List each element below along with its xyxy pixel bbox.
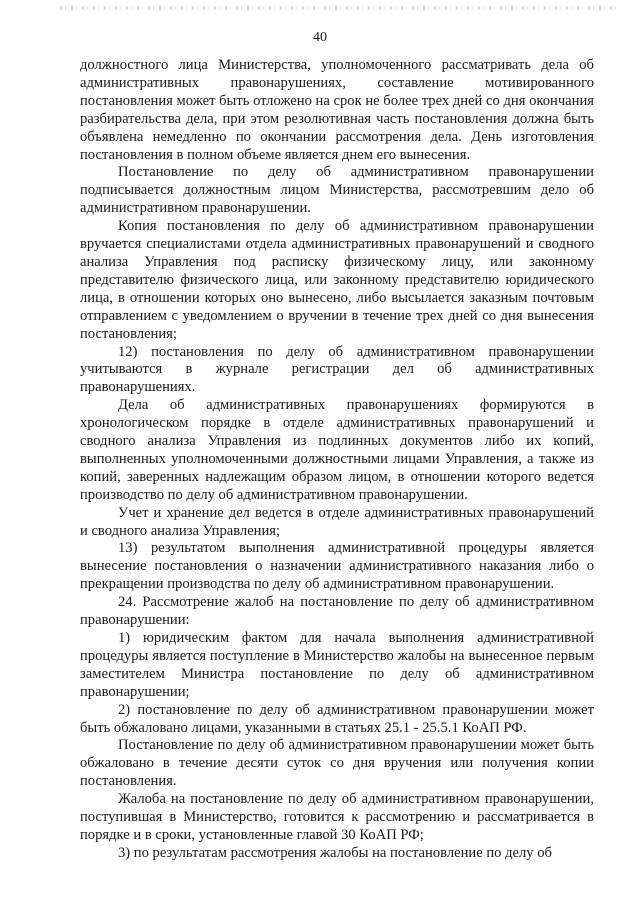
paragraph-signing: Постановление по делу об административном правонарушении подписывается должностным лицом Министерства, рассмотревшим дело об административном правонарушении. [80,164,594,217]
paragraph-copy-delivery: Копия постановления по делу об административном правонарушении вручается специалистами отдела административных правонарушений и сводного анализа Управления под расписку физическому лицу, или законному представителю физического лица, или законному представителю юридического лица, в отношении которых оно вынесено, либо высылается заказным почтовым отправлением с уведомлением о вручении в течение трех дней со дня вынесения постановления; [80,218,594,342]
paragraph-complaint: Жалоба на постановление по делу об административном правонарушении, поступившая в Министерство, готовится к рассмотрению и рассматривается в порядке и в сроки, установленные главой 30 КоАП РФ; [80,791,594,843]
paragraph-item-1: 1) юридическим фактом для начала выполнения административной процедуры является поступление в Министерство жалобы на вынесенное первым заместителем Министра постановление по делу об административном правонарушении; [80,630,594,700]
paragraph-item-3: 3) по результатам рассмотрения жалобы на постановление по делу об [118,844,552,861]
page-number: 40 [313,30,327,45]
paragraph-item-12: 12) постановления по делу об административном правонарушении учитываются в журнале регистрации дел об административных правонарушениях. [80,343,594,396]
paragraph-item-13: 13) результатом выполнения административной процедуры является вынесение постановления о назначении административного наказания либо о прекращении производства по делу об административном правонарушении. [80,540,594,593]
document-body [80,57,594,863]
paragraph-case-files: Дела об административных правонарушениях формируются в хронологическом порядке в отделе административных правонарушений и сводного анализа Управления из подлинных документов либо их копий, выполненных уполномоченными должностными лицами Управления, а также из копий, заверенных надлежащим образом лицом, в отношении которого ведется производство по делу об административном правонарушении. [80,397,594,503]
paragraph-item-2: 2) постановление по делу об административном правонарушении может быть обжаловано лицами, указанными в статьях 25.1 - 25.5.1 КоАП РФ. [80,701,594,736]
paragraph-section-24: 24. Рассмотрение жалоб на постановление по делу об административном правонарушении: [80,594,594,629]
paragraph-continuation: должностного лица Министерства, уполномоченного рассматривать дела об административных правонарушениях, составление мотивированного постановления может быть отложено на срок не более трех дней со дня окончания разбирательства дела, при этом резолютивная часть постановления должна быть объявлена немедленно по окончании рассмотрения дела. День изготовления постановления в полном объеме является днем его вынесения. [80,57,594,163]
scan-artifact [60,6,620,10]
paragraph-appeal-term: Постановление по делу об административном правонарушении может быть обжаловано в течение десяти суток со дня вручения или получения копии постановления. [80,737,594,790]
paragraph-storage: Учет и хранение дел ведется в отделе административных правонарушений и сводного анализа Управления; [80,504,594,539]
